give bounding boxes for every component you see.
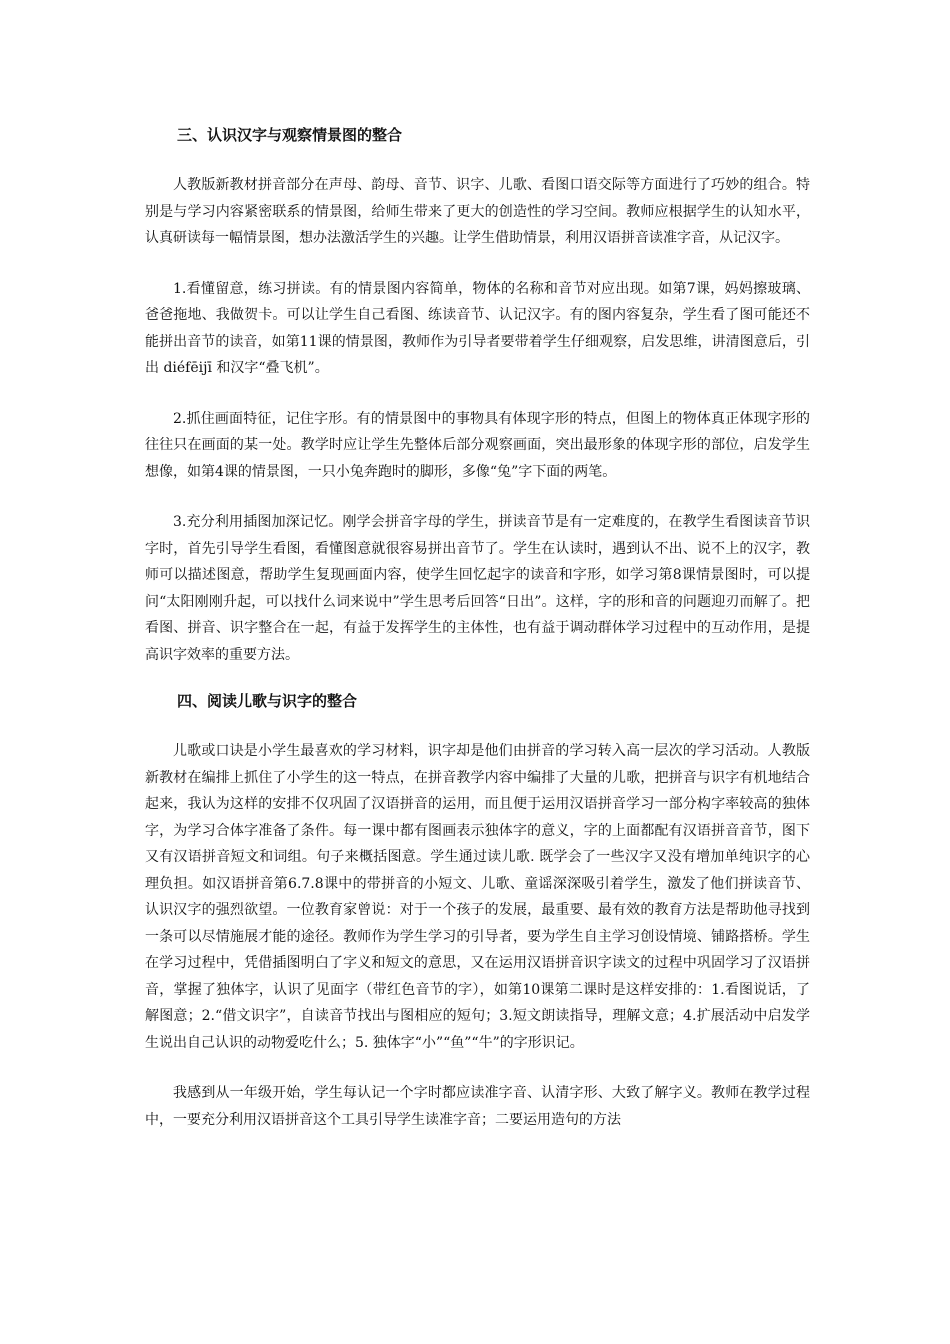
document-body <box>145 122 810 1157</box>
section-heading: 四、阅读儿歌与识字的整合 <box>177 692 358 710</box>
paragraph: 儿歌或口诀是小学生最喜欢的学习材料，识字却是他们由拼音的学习转入高一层次的学习活动。人教版新教材在编排上抓住了小学生的这一特点，在拼音教学内容中编排了大量的儿歌，把拼音与识字有机地结合起来，我认为这样的安排不仅巩固了汉语拼音的运用，而且便于运用汉语拼音学习一部分构字率较高的独体字，为学习合体字准备了条件。每一课中都有图画表示独体字的意义，字的上面都配有汉语拼音音节，图下又有汉语拼音短文和词组。句子来概括图意。学生通过读儿歌. 既学会了一些汉字又没有增加单纯识字的心理负担。如汉语拼音第6.7.8课中的带拼音的小短文、儿歌、童谣深深吸引着学生，激发了他们拼读音节、认识汉字的强烈欲望。一位教育家曾说：对于一个孩子的发展，最重要、最有效的教育方法是帮助他寻找到一条可以尽情施展才能的途径。教师作为学生学习的引导者，要为学生自主学习创设情境、铺路搭桥。学生在学习过程中，凭借插图明白了字义和短文的意思，又在运用汉语拼音识字读文的过程中巩固学习了汉语拼音，掌握了独体字，认识了见面字（带红色音节的字），如第10课第二课时是这样安排的：1.看图说话，了解图意；2.“借文识字”，自读音节找出与图相应的短句；3.短文朗读指导，理解文意；4.扩展活动中启发学生说出自己认识的动物爱吃什么；5. 独体字“小”“鱼”“牛”的字形识记。 <box>145 743 810 1051</box>
paragraph: 人教版新教材拼音部分在声母、韵母、音节、识字、儿歌、看图口语交际等方面进行了巧妙的组合。特别是与学习内容紧密联系的情景图，给师生带来了更大的创造性的学习空间。教师应根据学生的认知水平，认真研读每一幅情景图，想办法激活学生的兴趣。让学生借助情景，利用汉语拼音读准字音，从记汉字。 <box>145 177 810 246</box>
paragraph: 1.看懂留意，练习拼读。有的情景图内容简单，物体的名称和音节对应出现。如第7课，妈妈擦玻璃、爸爸拖地、我做贺卡。可以让学生自己看图、练读音节、认记汉字。有的图内容复杂，学生看了图可能还不能拼出音节的读音，如第11课的情景图，教师作为引导者要带着学生仔细观察，启发思维，讲清图意后，引出 diéfēijī 和汉字“叠飞机”。 <box>145 280 810 376</box>
section-heading: 三、认识汉字与观察情景图的整合 <box>177 126 403 144</box>
paragraph: 3.充分利用插图加深记忆。刚学会拼音字母的学生，拼读音节是有一定难度的，在教学生看图读音节识字时，首先引导学生看图，看懂图意就很容易拼出音节了。学生在认读时，遇到认不出、说不上的汉字，教师可以描述图意，帮助学生复现画面内容，使学生回忆起字的读音和字形，如学习第8课情景图时，可以提问“太阳刚刚升起，可以找什么词来说中”学生思考后回答“日出”。这样，字的形和音的问题迎刃而解了。把看图、拼音、识字整合在一起，有益于发挥学生的主体性，也有益于调动群体学习过程中的互动作用，是提高识字效率的重要方法。 <box>145 514 810 663</box>
paragraph: 2.抓住画面特征，记住字形。有的情景图中的事物具有体现字形的特点，但图上的物体真正体现字形的往往只在画面的某一处。教学时应让学生先整体后部分观察画面，突出最形象的体现字形的部位，启发学生想像，如第4课的情景图，一只小兔奔跑时的脚形，多像“兔”字下面的两笔。 <box>145 410 810 480</box>
paragraph: 我感到从一年级开始，学生每认记一个字时都应读准字音、认清字形、大致了解字义。教师在教学过程中，一要充分利用汉语拼音这个工具引导学生读准字音；二要运用造句的方法 <box>145 1085 810 1128</box>
